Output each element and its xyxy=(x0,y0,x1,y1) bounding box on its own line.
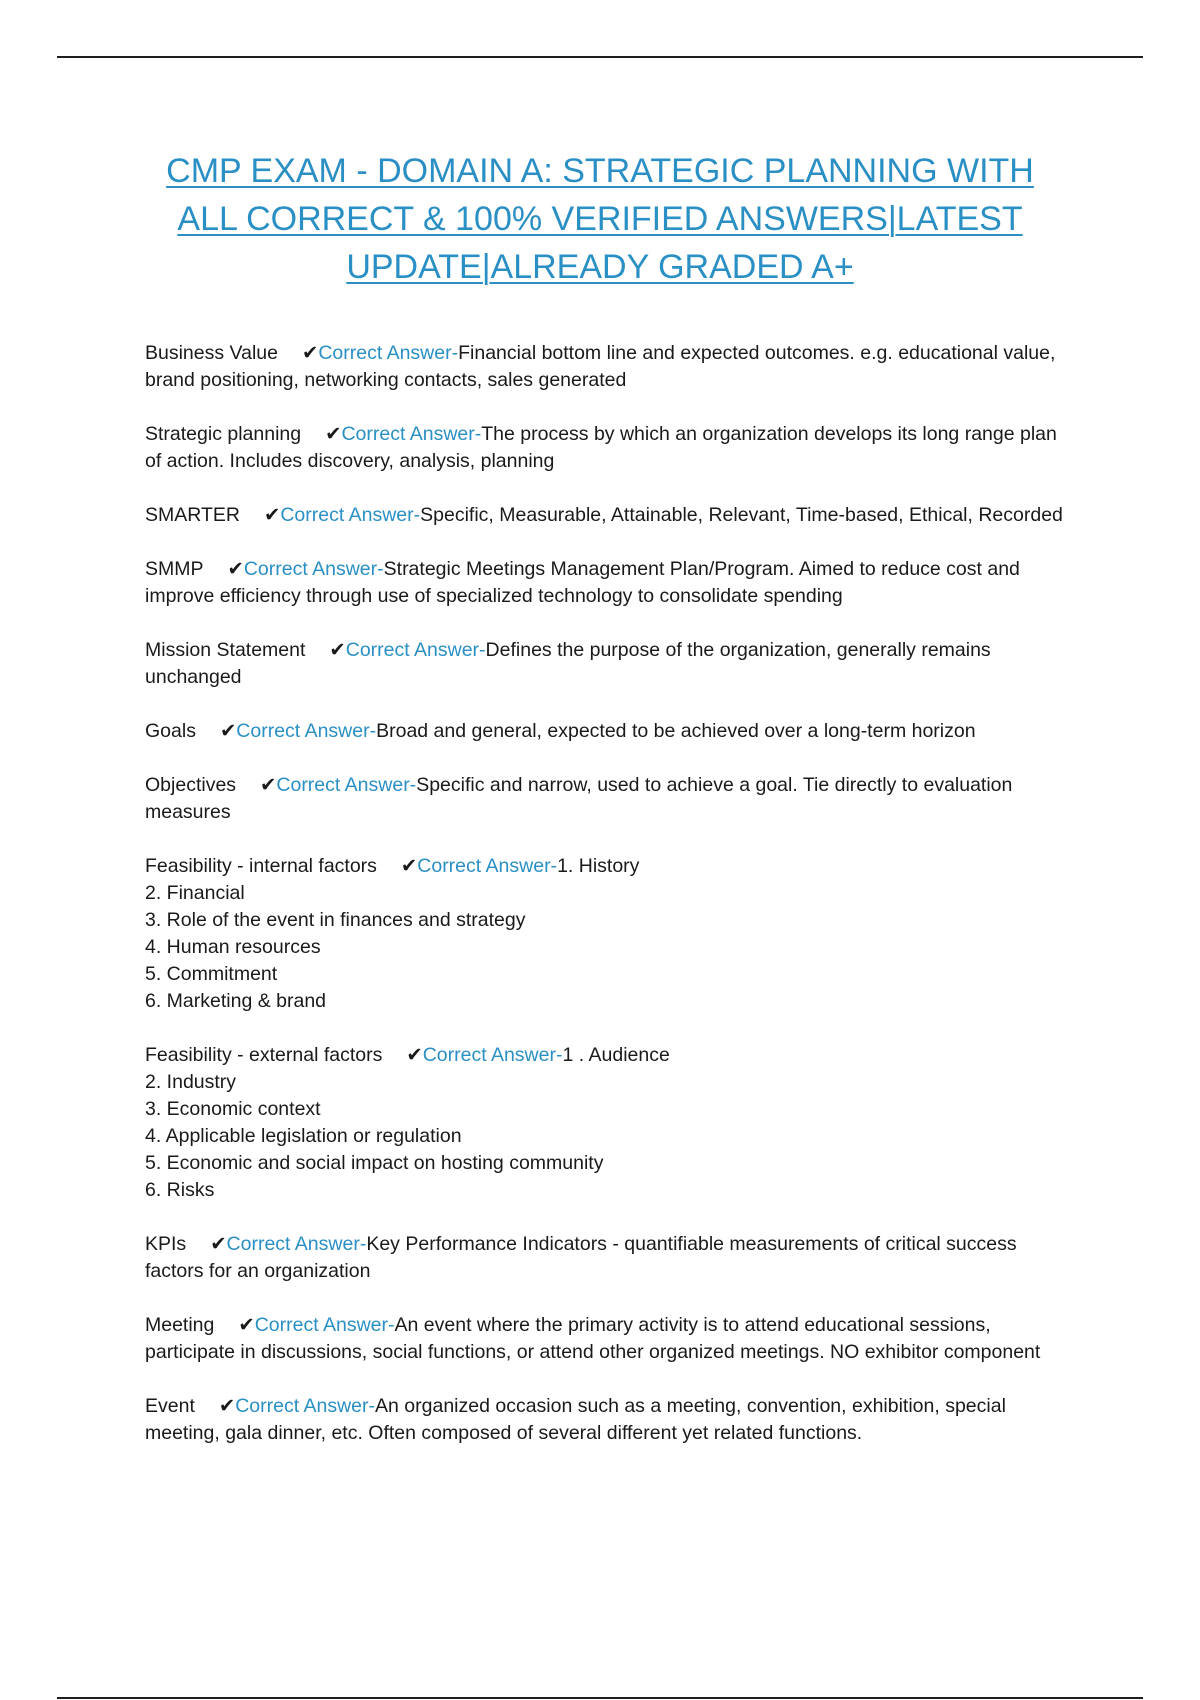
header-rule xyxy=(57,56,1143,58)
check-icon: ✔ xyxy=(219,720,237,742)
qa-entry xyxy=(145,502,1070,529)
qa-entry xyxy=(145,340,1070,394)
qa-term: Feasibility - internal factors xyxy=(145,855,377,877)
correct-answer-label: Correct Answer- xyxy=(417,855,558,877)
qa-answer: Financial bottom line and expected outcomes. e.g. educational value, brand positioning, networking contacts, sales generated xyxy=(145,342,1056,391)
qa-term: Objectives xyxy=(145,774,237,796)
qa-answer-line: 5. Economic and social impact on hosting community xyxy=(145,1152,604,1174)
qa-entry xyxy=(145,772,1070,826)
qa-answer-line: 2. Financial xyxy=(145,882,245,904)
qa-entry xyxy=(145,1393,1070,1447)
correct-answer-label: Correct Answer- xyxy=(236,720,377,742)
correct-answer-label: Correct Answer- xyxy=(235,1395,376,1417)
qa-term: Event xyxy=(145,1395,195,1417)
correct-answer-label: Correct Answer- xyxy=(422,1044,563,1066)
qa-entry xyxy=(145,1042,1070,1204)
qa-term: Mission Statement xyxy=(145,639,306,661)
correct-answer-label: Correct Answer- xyxy=(243,558,384,580)
qa-entry xyxy=(145,1312,1070,1366)
qa-entry xyxy=(145,1231,1070,1285)
correct-answer-label: Correct Answer- xyxy=(341,423,482,445)
qa-term: Goals xyxy=(145,720,196,742)
qa-answer-line: 4. Human resources xyxy=(145,936,321,958)
check-icon: ✔ xyxy=(260,774,277,796)
qa-entry xyxy=(145,421,1070,475)
qa-term: KPIs xyxy=(145,1233,187,1255)
correct-answer-label: Correct Answer- xyxy=(345,639,486,661)
qa-term: SMMP xyxy=(145,558,204,580)
correct-answer-label: Correct Answer- xyxy=(254,1314,395,1336)
qa-answer: Specific, Measurable, Attainable, Relevant, Time-based, Ethical, Recorded xyxy=(420,504,1063,526)
check-icon: ✔ xyxy=(210,1233,227,1255)
check-icon: ✔ xyxy=(329,639,346,661)
check-icon: ✔ xyxy=(238,1314,255,1336)
check-icon: ✔ xyxy=(227,558,244,580)
qa-answer-line: 3. Economic context xyxy=(145,1098,321,1120)
qa-answer: Specific and narrow, used to achieve a goal. Tie directly to evaluation measures xyxy=(145,774,1013,823)
qa-answer-line: 3. Role of the event in finances and strategy xyxy=(145,909,526,931)
qa-list xyxy=(145,340,1070,1474)
qa-answer-line: 2. Industry xyxy=(145,1071,237,1093)
check-icon: ✔ xyxy=(400,855,418,877)
correct-answer-label: Correct Answer- xyxy=(226,1233,367,1255)
qa-answer: An event where the primary activity is to attend educational sessions, participate in discussions, social functions, or attend other organized meetings. NO exhibitor component xyxy=(145,1314,1041,1363)
correct-answer-label: Correct Answer- xyxy=(280,504,421,526)
qa-answer-line: 6. Risks xyxy=(145,1179,215,1201)
qa-term: Business Value xyxy=(145,342,278,364)
qa-entry xyxy=(145,637,1070,691)
qa-answer: Key Performance Indicators - quantifiable measurements of critical success factors for an organization xyxy=(145,1233,1017,1282)
qa-answer-line: 5. Commitment xyxy=(145,963,278,985)
qa-answer: The process by which an organization develops its long range plan of action. Includes discovery, analysis, planning xyxy=(145,423,1057,472)
check-icon: ✔ xyxy=(218,1395,236,1417)
qa-answer: Strategic Meetings Management Plan/Program. Aimed to reduce cost and improve efficiency through use of specialized technology to consolidate spending xyxy=(145,558,1020,607)
qa-answer: 1 . Audience xyxy=(562,1044,670,1066)
qa-answer: 1. History xyxy=(557,855,640,877)
qa-term: Meeting xyxy=(145,1314,215,1336)
qa-answer: An organized occasion such as a meeting, convention, exhibition, special meeting, gala dinner, etc. Often composed of several different yet related functions. xyxy=(145,1395,1006,1444)
correct-answer-label: Correct Answer- xyxy=(276,774,417,796)
correct-answer-label: Correct Answer- xyxy=(318,342,459,364)
qa-answer-line: 4. Applicable legislation or regulation xyxy=(145,1125,462,1147)
document-title: CMP EXAM - DOMAIN A: STRATEGIC PLANNING WITH ALL CORRECT & 100% VERIFIED ANSWERS|LATEST UPDATE|ALREADY GRADED A+ xyxy=(166,152,1034,286)
qa-term: Strategic planning xyxy=(145,423,302,445)
qa-term: Feasibility - external factors xyxy=(145,1044,383,1066)
qa-entry xyxy=(145,853,1070,1015)
qa-term: SMARTER xyxy=(145,504,240,526)
qa-entry xyxy=(145,718,1070,745)
qa-entry xyxy=(145,556,1070,610)
check-icon: ✔ xyxy=(325,423,342,445)
check-icon: ✔ xyxy=(301,342,319,364)
qa-answer: Defines the purpose of the organization, generally remains unchanged xyxy=(145,639,991,688)
check-icon: ✔ xyxy=(406,1044,423,1066)
qa-answer-line: 6. Marketing & brand xyxy=(145,990,327,1012)
qa-answer: Broad and general, expected to be achieved over a long-term horizon xyxy=(376,720,976,742)
check-icon: ✔ xyxy=(264,504,281,526)
footer-rule xyxy=(57,1697,1143,1699)
